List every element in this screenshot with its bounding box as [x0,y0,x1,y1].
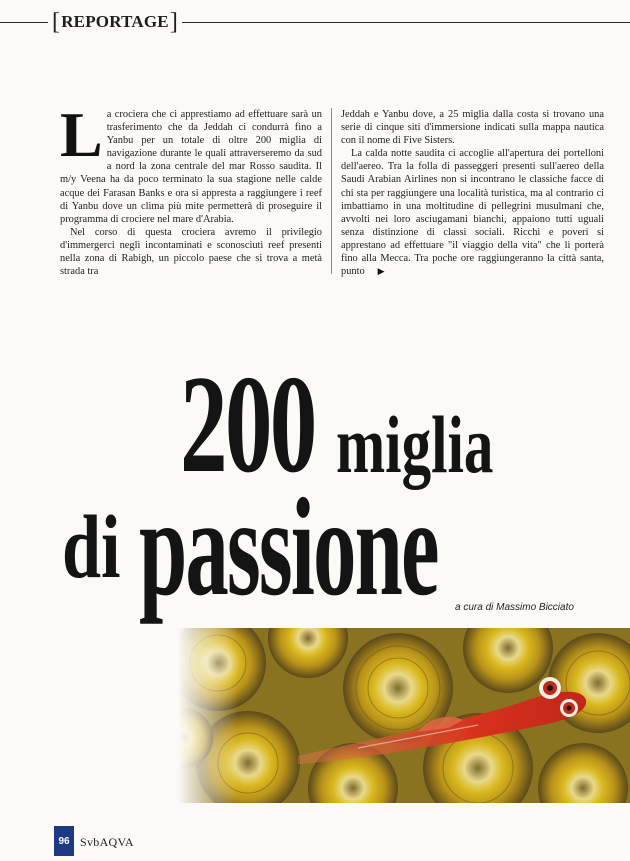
article-paragraph-1 [60,99,322,226]
headline-number: 200 [180,347,315,502]
article-column-left [60,99,322,278]
page-number: 96 [54,826,74,856]
section-tag [48,8,182,36]
headline-word-di: di [62,498,121,597]
paragraph-1-text: a crociera che ci apprestiamo ad effettuare sarà un trasferimento che da Jeddah ci condurrà fino a Yanbu per un totale di oltre 200 miglia di navigazione durante le quali attraverseremo da sud a nord la zona centrale del mar Rosso saudita. Il m/y Veena ha da poco terminato la sua stagione nelle calde acque dei Farasan Banks e ora si appresta a raggiungere i reef di Yanbu dove un clima più mite permetterà di proseguire il programma di crociere nel mare d'Arabia. [60,109,322,225]
byline: a cura di Massimo Bicciato [455,602,574,613]
continue-arrow-icon: ▶ [377,266,385,277]
article-column-right [341,108,604,278]
headline-word-miglia: miglia [336,399,494,490]
drop-cap: L [60,99,103,170]
column-divider [331,108,332,274]
coral-fish-photo [178,628,630,803]
paragraph-4-text: La calda notte saudita ci accoglie all'apertura dei portelloni dell'aereo. Tra la folla di passeggeri presenti sull'aereo della Saudi Arabian Airlines non si incontrano le classiche facce di chi sta per raggiungere una località turistica, ma al contrario ci imbattiamo in una moltitudine di pellegrini musulmani che, avvolti nei loro asciugamani bianchi, appaiono tutti uguali senza distinzione di classi sociali. Ricchi e poveri si apprestano ad effettuare "il viaggio della vita" che li porterà fino alla Mecca. Tra poche ore raggiungeranno la città santa, punto [341,148,604,278]
section-tag-label: REPORTAGE [61,12,169,31]
headline-word-passione: passione [139,470,438,625]
magazine-name: SvbAQVA [80,835,134,849]
article-paragraph-3: Jeddah e Yanbu dove, a 25 miglia dalla costa si trovano una serie di cinque siti d'immersione indicati sulla mappa nautica con il nome di Five Sisters. [341,109,604,147]
bracket-open: [ [52,9,61,35]
bracket-close: ] [169,9,179,35]
article-paragraph-4 [341,147,604,278]
article-paragraph-2: Nel corso di questa crociera avremo il privilegio d'immergerci negli incontaminati e sconosciuti reef presenti nella zona di Rabigh, un piccolo paese che si trova a metà strada tra [60,226,322,278]
